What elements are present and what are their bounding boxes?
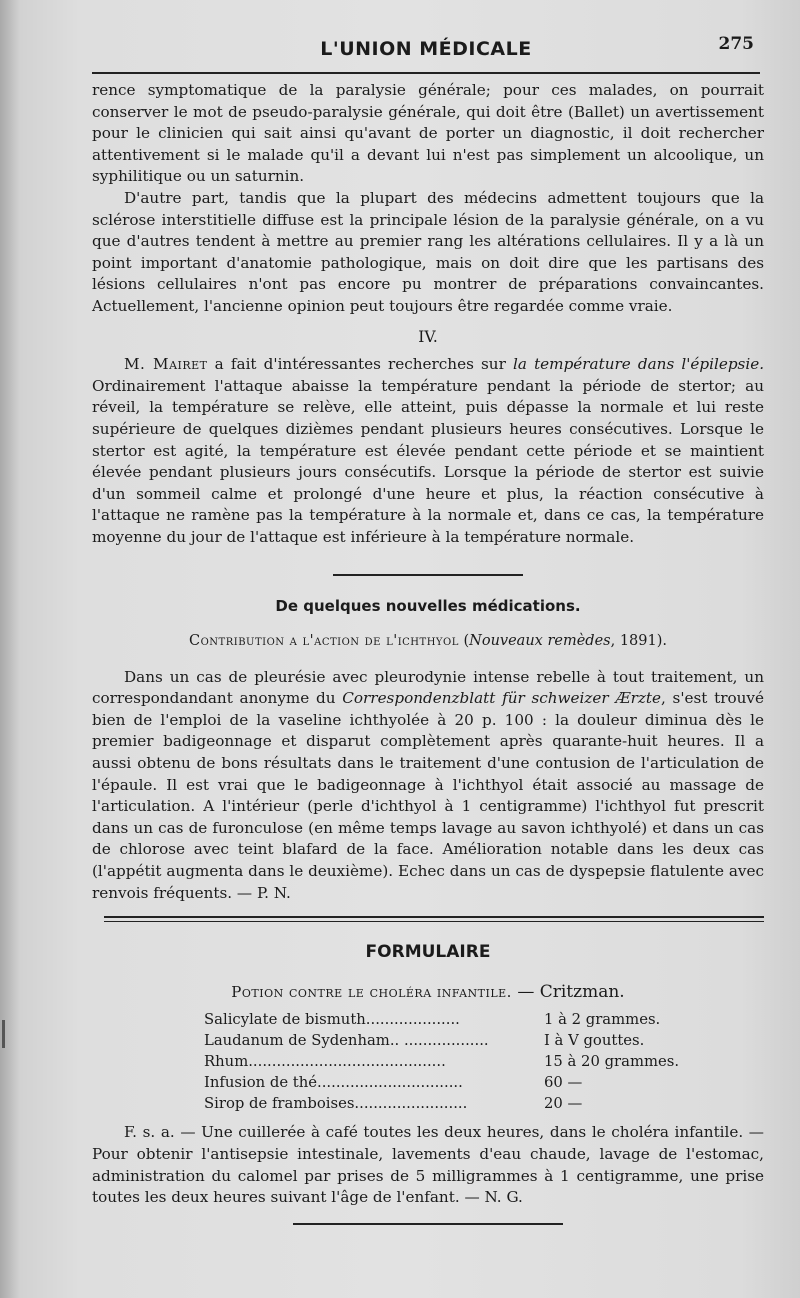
recipe-row: [204, 1051, 704, 1072]
medications-title: De quelques nouvelles médications.: [275, 597, 581, 616]
binding-mark: [2, 1020, 5, 1048]
journal-title: L'UNION MÉDICALE: [320, 38, 532, 60]
page-number: 275: [718, 34, 754, 54]
subtitle-source: Nouveaux remèdes: [469, 633, 611, 650]
ingredient-name: Sirop de framboises........................: [204, 1095, 468, 1113]
ichthyol-text-end: , s'est trouvé bien de l'emploi de la vaseline ichthyolée à 20 p. 100 : la douleur diminua dès le premier badigeonnage et disparut complètement après quarante-huit heures. Il a aussi obtenu de bons résultats dans le traitement d'une contusion de l'articulation de l'épaule. Il est vrai que le badigeonnage à l'ichthyol était associé au massage de l'articulation. A l'intérieur (perle d'ichthyol à 1 centigramme) l'ichthyol fut prescrit dans un cas de furonculose (en même temps lavage au savon ichthyolé) et dans un cas de chlorose avec teint blafard de la face. Amélioration notable dans les deux cas (l'appétit augmenta dans le deuxième). Echec dans un cas de dyspepsie flatulente avec renvois fréquents. — P. N.: [92, 689, 764, 902]
ingredient-name: Rhum..........................................: [204, 1053, 446, 1071]
ichthyol-text-start: Dans un cas de pleurésie avec pleurodynie intense rebelle à tout traitement, un correspondandant anonyme du: [92, 667, 764, 708]
subtitle-caps: Contribution a l'action de l'ichthyol: [189, 633, 459, 650]
double-divider: [104, 916, 764, 922]
paragraph-epilepsie-body: Ordinairement l'attaque abaisse la température pendant la période de stertor; au réveil, la température se relève, elle atteint, puis dépasse la normale et lui reste supérieure de quelques dizièmes pendant plusieurs heures consécutives. Lorsque le stertor est agité, la température est élevée pendant cette période et se maintient élevée pendant plusieurs jours consécutifs. Lorsque la période de stertor est suivie d'un sommeil calme et prolongé d'une heure et plus, la réaction consécutive à l'attaque ne ramène pas la température à la normale et, dans ce cas, la température moyenne du jour de l'attaque est inférieure à la température normale.: [92, 376, 764, 546]
paragraph-sclerose: D'autre part, tandis que la plupart des médecins admettent toujours que la sclérose interstitielle diffuse est la principale lésion de la paralysie générale, on a vu que d'autres tendent à mettre au premier rang les altérations cellulaires. Il y a là un point important d'anatomie pathologique, mais on doit dire que les partisans des lésions cellulaires n'ont pas encore pu montrer de préparations convaincantes. Actuellement, l'ancienne opinion peut toujours être regardée comme vraie.: [92, 188, 764, 315]
medications-subtitle: Contribution a l'action de l'ichthyol (Nouveaux remèdes, 1891).: [189, 633, 667, 650]
potion-heading: [92, 982, 764, 1004]
recipe-row: [204, 1009, 704, 1030]
cited-journal: Correspondenzblatt für schweizer Ærzte: [342, 689, 661, 708]
ingredient-dose: 1 à 2 grammes.: [544, 1011, 661, 1029]
paragraph-paralysie: rence symptomatique de la paralysie générale; pour ces malades, on pourrait conserver le mot de pseudo-paralysie générale, qui doit être (Ballet) un avertissement pour le clinicien qui sait ainsi qu'avant de porter un diagnostic, il doit rechercher attentivement si le malade qu'il a devant lui n'est pas simplement un alcoolique, un syphilitique ou un saturnin.: [92, 81, 764, 186]
potion-name: Potion contre le choléra infantile.: [231, 982, 512, 1001]
paragraph-instructions: F. s. a. — Une cuillerée à café toutes les deux heures, dans le choléra infantile. — Pour obtenir l'antisepsie intestinale, lavements d'eau chaude, lavage de l'estomac, administration du calomel par prises de 5 milligrammes à 1 centigramme, une prise toutes les deux heures suivant l'âge de l'enfant. — N. G.: [92, 1123, 764, 1207]
section-number: IV.: [418, 327, 438, 346]
ingredient-name: Salicylate de bismuth....................: [204, 1011, 460, 1029]
paragraph-ichthyol: [92, 667, 764, 905]
author-name: M. Mairet: [124, 355, 208, 374]
ingredient-dose: 60 —: [544, 1074, 583, 1092]
paragraph-epilepsie: [92, 354, 764, 548]
ingredient-name: Infusion de thé...............................: [204, 1074, 463, 1092]
study-title: la température dans l'épilepsie.: [513, 355, 765, 374]
end-rule: [293, 1223, 563, 1225]
page-body: [92, 80, 764, 1225]
paragraph-epilepsie-intro: a fait d'intéressantes recherches sur: [207, 355, 514, 374]
header-rule: [92, 72, 760, 74]
ingredient-dose: I à V gouttes.: [544, 1032, 645, 1050]
recipe-list: [204, 1009, 704, 1114]
ingredient-dose: 15 à 20 grammes.: [544, 1053, 680, 1071]
formulaire-title: FORMULAIRE: [365, 942, 491, 963]
ingredient-dose: 20 —: [544, 1095, 583, 1113]
recipe-row: [204, 1072, 704, 1093]
recipe-row: [204, 1030, 704, 1051]
subtitle-year: , 1891).: [610, 633, 667, 650]
recipe-row: [204, 1093, 704, 1114]
ingredient-name: Laudanum de Sydenham.. ..................: [204, 1032, 489, 1050]
section-divider: [333, 574, 523, 576]
potion-author: — Critzman.: [511, 981, 625, 1002]
page-header: [92, 34, 760, 74]
